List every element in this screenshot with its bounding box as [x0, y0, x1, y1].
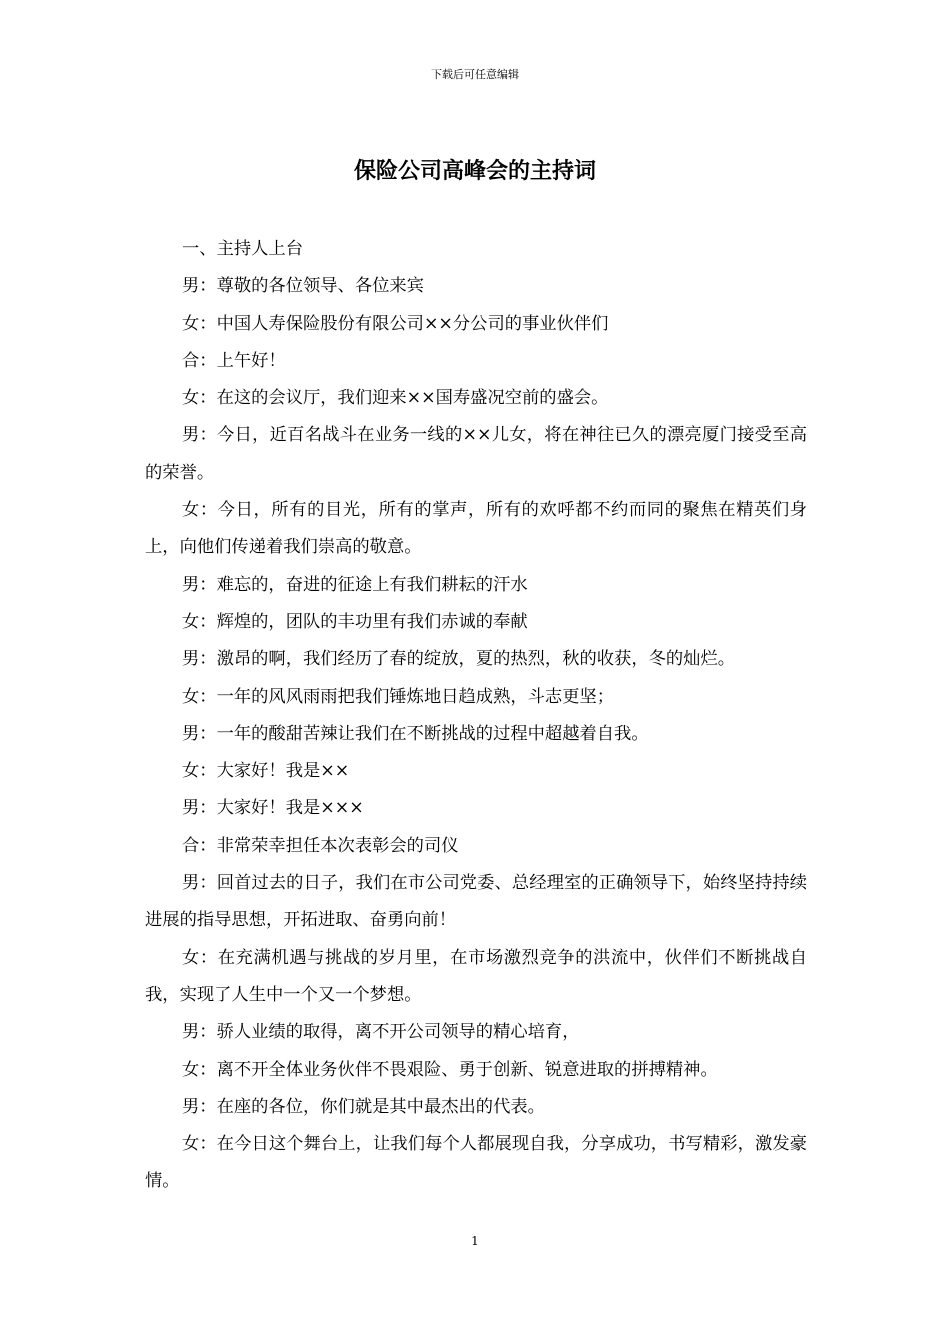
paragraph: 男：回首过去的日子，我们在市公司党委、总经理室的正确领导下，始终坚持持续进展的指导思想，开拓进取、奋勇向前！: [145, 873, 807, 931]
page-header: 下载后可任意编辑: [431, 68, 519, 81]
paragraph: 男：尊敬的各位领导、各位来宾: [182, 276, 424, 297]
paragraph: 女：在今日这个舞台上，让我们每个人都展现自我，分享成功，书写精彩，激发豪情。: [145, 1134, 807, 1192]
paragraph: 男：今日，近百名战斗在业务一线的××儿女，将在神往已久的漂亮厦门接受至高的荣誉。: [145, 425, 807, 483]
paragraph: 男：一年的酸甜苦辣让我们在不断挑战的过程中超越着自我。: [182, 723, 649, 744]
paragraph: 男：在座的各位，你们就是其中最杰出的代表。: [182, 1096, 545, 1117]
paragraph: 女：在充满机遇与挑战的岁月里，在市场激烈竞争的洪流中，伙伴们不断挑战自我，实现了人生中一个又一个梦想。: [145, 947, 807, 1005]
paragraph: 男：激昂的啊，我们经历了春的绽放，夏的热烈，秋的收获，冬的灿烂。: [182, 649, 736, 670]
paragraph: 女：大家好！我是××: [182, 761, 350, 782]
paragraph: 男：大家好！我是×××: [182, 798, 364, 819]
paragraph: 女：一年的风风雨雨把我们锤炼地日趋成熟，斗志更坚；: [182, 686, 615, 707]
paragraph: 一、主持人上台: [182, 239, 303, 259]
page-number: 1: [471, 1234, 479, 1248]
paragraph: 合：非常荣幸担任本次表彰会的司仪: [182, 835, 459, 856]
paragraph: 女：辉煌的，团队的丰功里有我们赤诚的奉献: [182, 611, 528, 632]
paragraph: 合：上午好！: [182, 350, 286, 371]
document-body: [145, 231, 807, 1201]
paragraph: 男：难忘的，奋进的征途上有我们耕耘的汗水: [182, 574, 528, 595]
paragraph: 女：在这的会议厅，我们迎来××国寿盛况空前的盛会。: [182, 388, 609, 409]
paragraph: 女：离不开全体业务伙伴不畏艰险、勇于创新、锐意进取的拼搏精神。: [182, 1059, 718, 1080]
paragraph: 女：今日，所有的目光，所有的掌声，所有的欢呼都不约而同的聚焦在精英们身上，向他们传递着我们崇高的敬意。: [145, 500, 807, 558]
paragraph: 男：骄人业绩的取得，离不开公司领导的精心培育，: [182, 1022, 580, 1043]
paragraph: 女：中国人寿保险股份有限公司××分公司的事业伙伴们: [182, 313, 609, 334]
document-title: 保险公司高峰会的主持词: [353, 158, 596, 184]
